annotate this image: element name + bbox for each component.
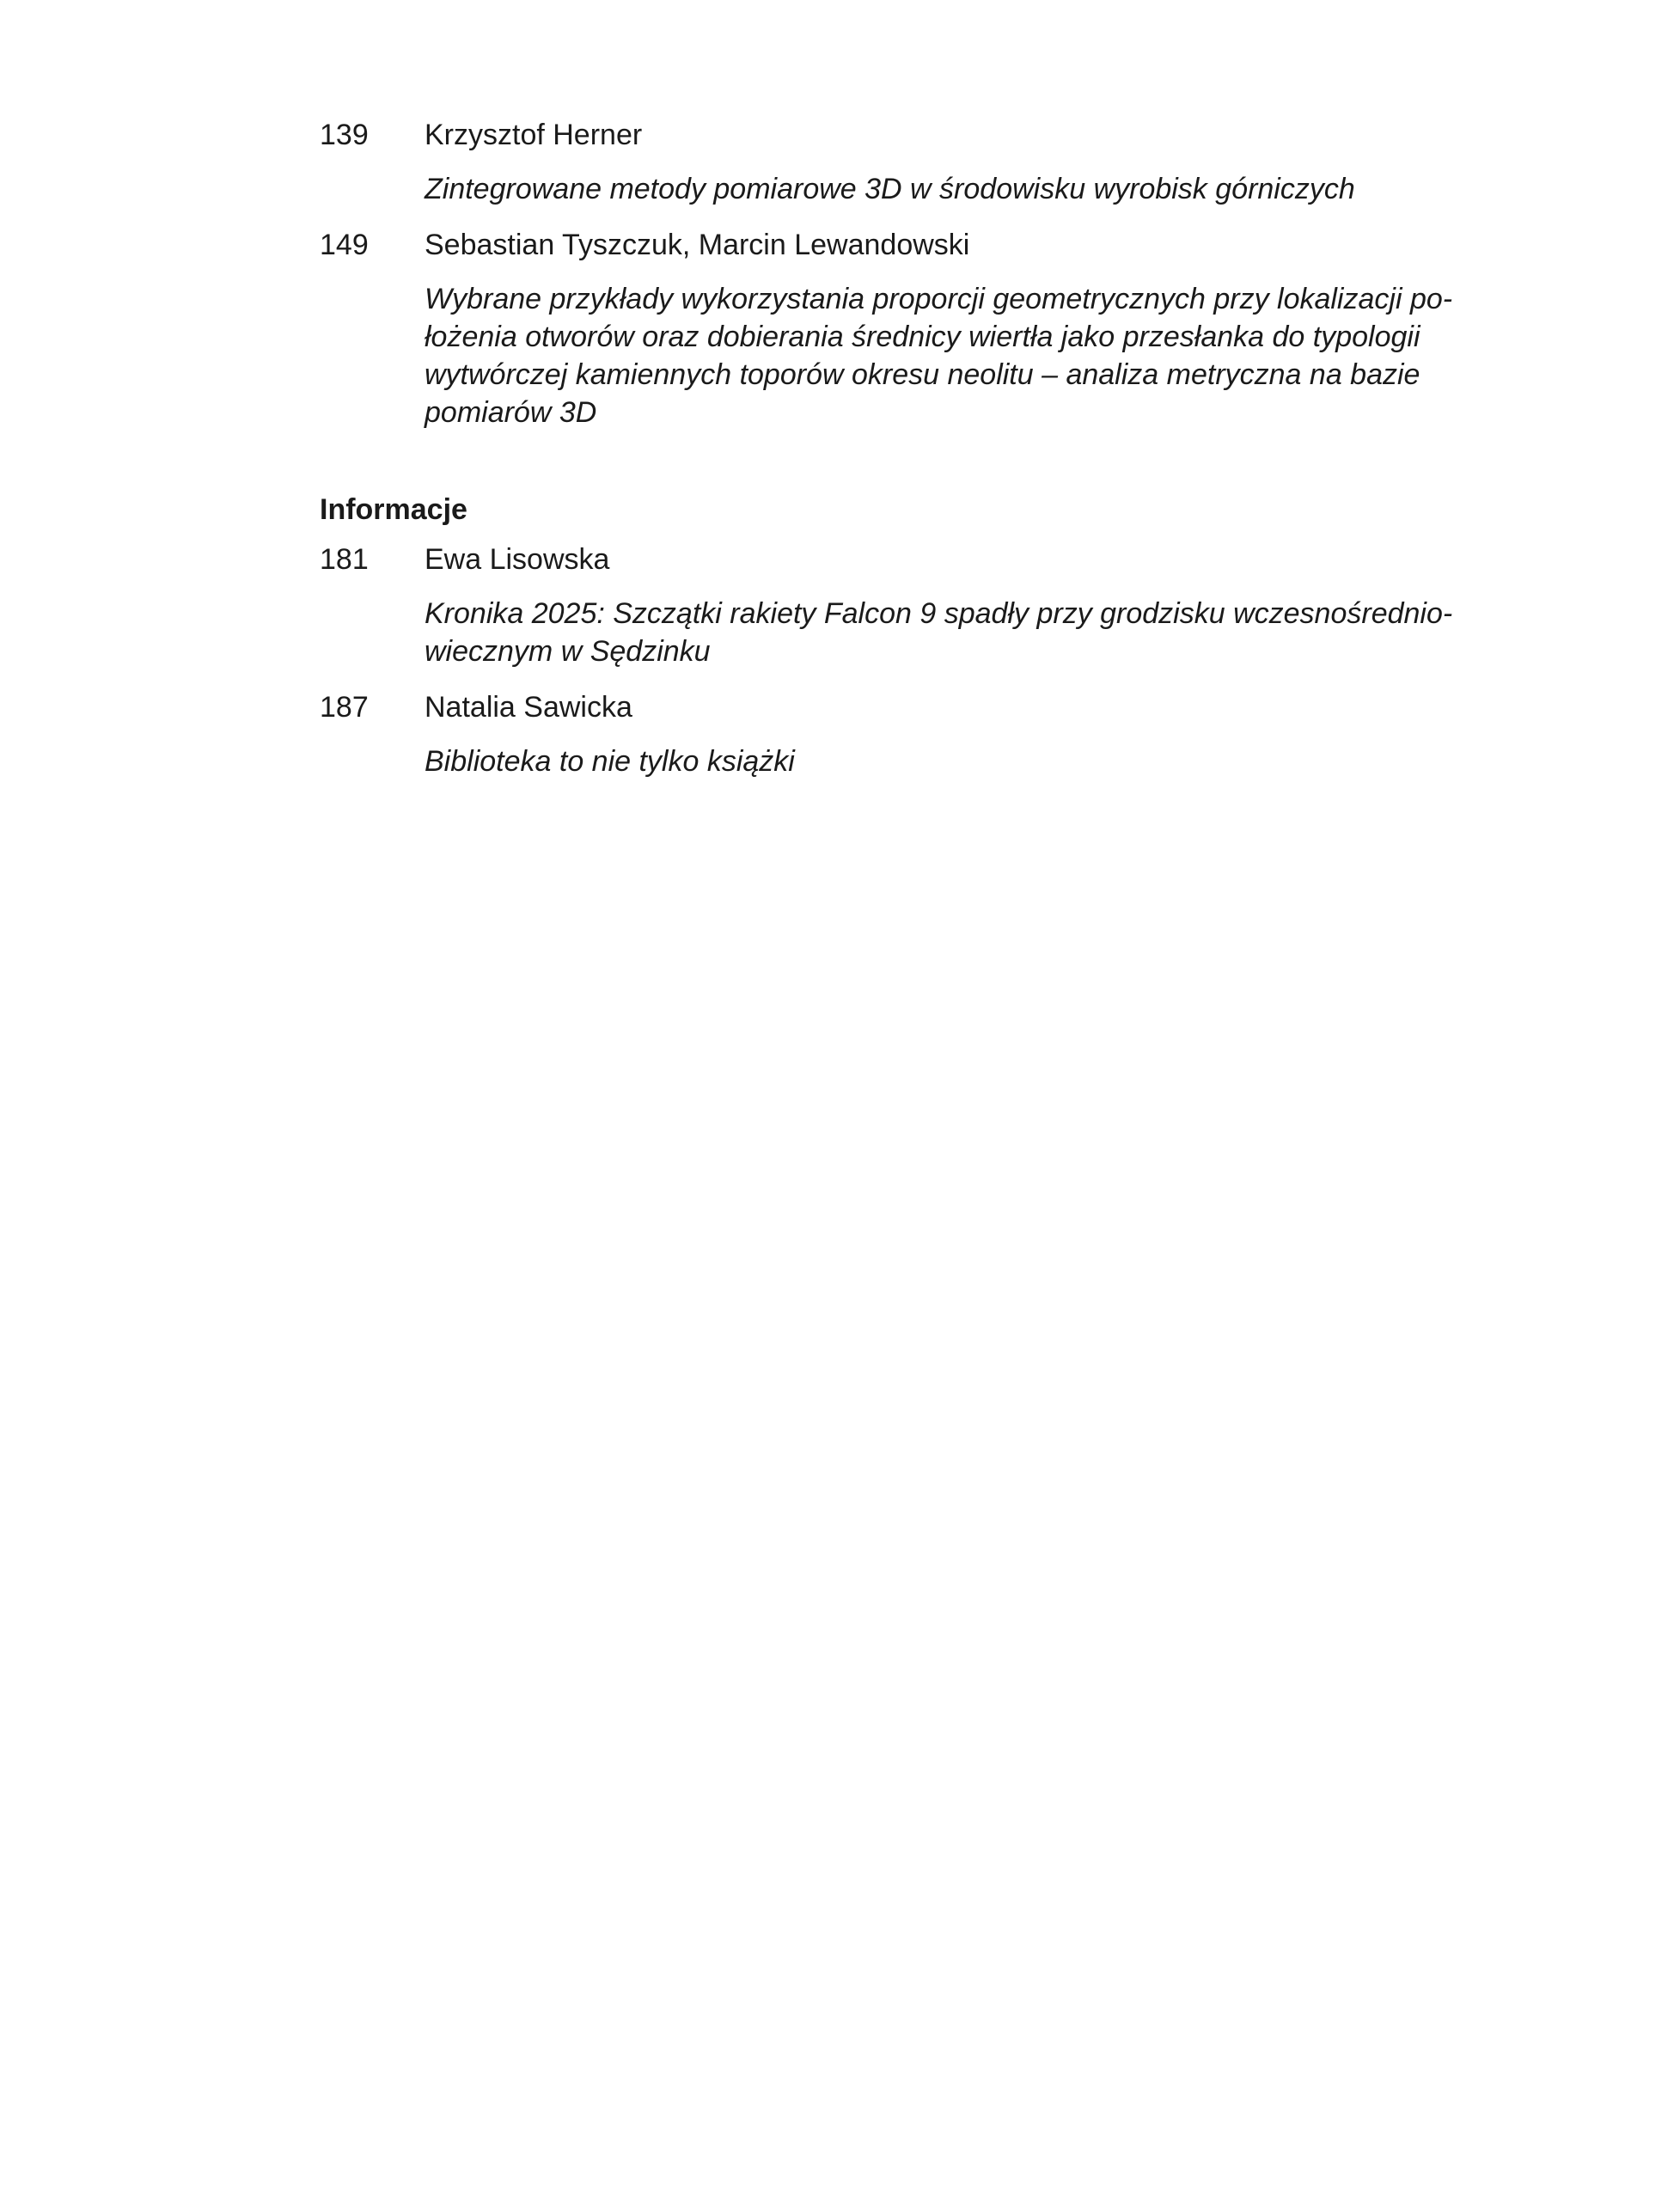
toc-entry-header bbox=[320, 110, 1523, 160]
toc-article-title bbox=[425, 742, 1516, 780]
toc-page-number: 187 bbox=[320, 691, 369, 724]
toc-entry bbox=[320, 535, 1523, 682]
toc-article-title bbox=[425, 280, 1516, 431]
toc-entry bbox=[320, 110, 1523, 220]
toc-page-number: 181 bbox=[320, 543, 369, 576]
toc-entry-header bbox=[320, 682, 1523, 732]
toc-article-title bbox=[425, 595, 1516, 670]
toc-page-number: 139 bbox=[320, 119, 369, 151]
toc-title-line: łożenia otworów oraz dobierania średnicy wiertła jako przesłanka do typologii bbox=[425, 321, 1420, 353]
toc-entry-header bbox=[320, 535, 1523, 584]
toc-entry bbox=[320, 220, 1523, 431]
toc-title-line: wytwórczej kamiennych toporów okresu neolitu – analiza metryczna na bazie bbox=[425, 358, 1420, 391]
toc-article-title bbox=[425, 170, 1516, 208]
toc-authors: Ewa Lisowska bbox=[425, 543, 610, 576]
toc-authors: Krzysztof Herner bbox=[425, 119, 643, 151]
toc-entry-header bbox=[320, 220, 1523, 270]
toc-title-line: wiecznym w Sędzinku bbox=[425, 635, 711, 668]
toc-title-line: Kronika 2025: Szczątki rakiety Falcon 9 spadły przy grodzisku wczesnośrednio- bbox=[425, 597, 1453, 630]
section-heading: Informacje bbox=[320, 493, 467, 526]
table-of-contents bbox=[320, 110, 1523, 780]
toc-page-number: 149 bbox=[320, 229, 369, 261]
toc-entry bbox=[320, 682, 1523, 780]
toc-title-line: Zintegrowane metody pomiarowe 3D w środowisku wyrobisk górniczych bbox=[425, 173, 1355, 205]
toc-title-line: Wybrane przykłady wykorzystania proporcji geometrycznych przy lokalizacji po- bbox=[425, 283, 1453, 315]
toc-authors: Natalia Sawicka bbox=[425, 691, 632, 724]
toc-title-line: Biblioteka to nie tylko książki bbox=[425, 745, 795, 778]
toc-authors: Sebastian Tyszczuk, Marcin Lewandowski bbox=[425, 229, 970, 261]
toc-title-line: pomiarów 3D bbox=[425, 396, 597, 429]
